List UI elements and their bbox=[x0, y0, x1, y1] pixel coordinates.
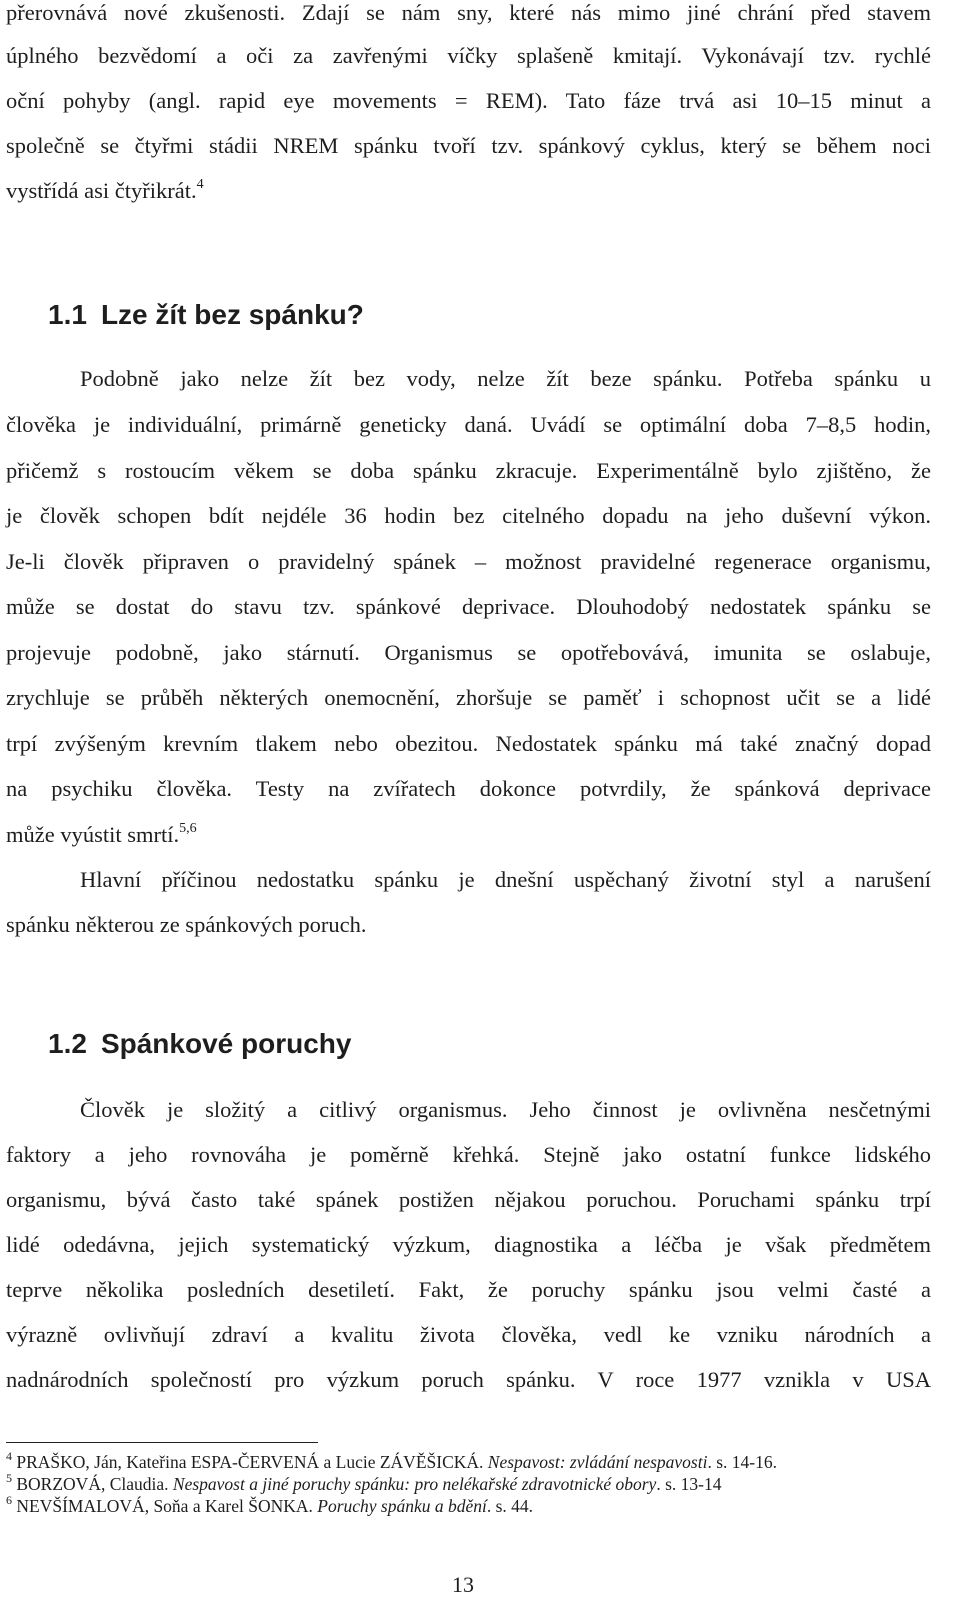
section-heading bbox=[48, 298, 364, 332]
s1-line-3: přičemž s rostoucím věkem se doba spánku zkracuje. Experimentálně bylo zjištěno, že bbox=[6, 458, 931, 483]
footnote-title: Poruchy spánku a bdění bbox=[317, 1496, 487, 1516]
s2-line-6: výrazně ovlivňují zdraví a kvalitu života člověka, vedl ke vzniku národních a bbox=[6, 1322, 931, 1347]
footnote-divider bbox=[6, 1442, 318, 1443]
s2-line-3: organismu, bývá často také spánek postižen nějakou poruchou. Poruchami spánku trpí bbox=[6, 1187, 931, 1212]
footnote-6 bbox=[6, 1495, 533, 1517]
s1-line-7: projevuje podobně, jako stárnutí. Organismus se opotřebovává, imunita se oslabuje, bbox=[6, 640, 931, 665]
intro-line-1: přerovnává nové zkušenosti. Zdají se nám sny, které nás mimo jiné chrání před stavem bbox=[6, 0, 931, 25]
s1-line-5: Je-li člověk připraven o pravidelný spánek – možnost pravidelné regenerace organismu, bbox=[6, 549, 931, 574]
s1-line-9: trpí zvýšeným krevním tlakem nebo obezitou. Nedostatek spánku má také značný dopad bbox=[6, 731, 931, 756]
footnote-number: 4 bbox=[6, 1449, 12, 1464]
s1-p2-line-1: Hlavní příčinou nedostatku spánku je dnešní uspěchaný životní styl a narušení bbox=[80, 867, 931, 892]
footnote-pages: . s. 44. bbox=[486, 1496, 534, 1516]
s2-line-1: Člověk je složitý a citlivý organismus. Jeho činnost je ovlivněna nesčetnými bbox=[80, 1097, 931, 1122]
s2-line-4: lidé odedávna, jejich systematický výzkum, diagnostika a léčba je však předmětem bbox=[6, 1232, 931, 1257]
s1-line-8: zrychluje se průběh některých onemocnění, zhoršuje se paměť i schopnost učit se a lidé bbox=[6, 685, 931, 710]
s1-line-2: člověka je individuální, primárně geneticky daná. Uvádí se optimální doba 7–8,5 hodin, bbox=[6, 412, 931, 437]
footnote-5 bbox=[6, 1473, 721, 1495]
footnote-pages: . s. 14-16. bbox=[707, 1452, 777, 1472]
s2-line-2: faktory a jeho rovnováha je poměrně křehká. Stejně jako ostatní funkce lidského bbox=[6, 1142, 931, 1167]
s1-p2-line-2: spánku některou ze spánkových poruch. bbox=[6, 912, 367, 937]
footnote-ref: 5,6 bbox=[179, 820, 197, 836]
s1-line-10: na psychiku člověka. Testy na zvířatech dokonce potvrdily, že spánková deprivace bbox=[6, 776, 931, 801]
footnote-authors: NEVŠÍMALOVÁ, Soňa a Karel ŠONKA. bbox=[16, 1496, 318, 1516]
section-title: Spánkové poruchy bbox=[100, 1028, 352, 1059]
footnote-authors: PRAŠKO, Ján, Kateřina ESPA-ČERVENÁ a Lucie ZÁVĚŠICKÁ. bbox=[16, 1452, 488, 1472]
footnote-number: 6 bbox=[6, 1493, 12, 1508]
footnote-pages: . s. 13-14 bbox=[656, 1474, 722, 1494]
s1-line-1: Podobně jako nelze žít bez vody, nelze žít beze spánku. Potřeba spánku u bbox=[80, 366, 931, 391]
section-number: 1.2 bbox=[48, 1028, 87, 1059]
section-number: 1.1 bbox=[48, 299, 87, 330]
footnote-authors: BORZOVÁ, Claudia. bbox=[16, 1474, 173, 1494]
intro-line-4: společně se čtyřmi stádii NREM spánku tvoří tzv. spánkový cyklus, který se během noci bbox=[6, 133, 931, 158]
s2-line-7: nadnárodních společností pro výzkum poruch spánku. V roce 1977 vznikla v USA bbox=[6, 1367, 931, 1392]
s1-line-6: může se dostat do stavu tzv. spánkové deprivace. Dlouhodobý nedostatek spánku se bbox=[6, 594, 931, 619]
footnote-4 bbox=[6, 1451, 777, 1473]
footnote-number: 5 bbox=[6, 1471, 12, 1486]
footnote-title: Nespavost a jiné poruchy spánku: pro nelékařské zdravotnické obory bbox=[172, 1474, 657, 1494]
s1-line-11 bbox=[6, 822, 931, 848]
intro-line-2: úplného bezvědomí a oči za zavřenými víčky splašeně kmitají. Vykonávají tzv. rychlé bbox=[6, 43, 931, 68]
footnote-title: Nespavost: zvládání nespavosti bbox=[487, 1452, 708, 1472]
s2-line-5: teprve několika posledních desetiletí. Fakt, že poruchy spánku jsou velmi časté a bbox=[6, 1277, 931, 1302]
intro-line-3: oční pohyby (angl. rapid eye movements = REM). Tato fáze trvá asi 10–15 minut a bbox=[6, 88, 931, 113]
s1-line-11-text: může vyústit smrtí. bbox=[6, 822, 180, 847]
section-title: Lze žít bez spánku? bbox=[100, 299, 364, 330]
intro-line-5-text: vystřídá asi čtyřikrát. bbox=[6, 178, 197, 203]
page-number: 13 bbox=[452, 1572, 474, 1597]
footnote-ref: 4 bbox=[196, 176, 204, 192]
intro-line-5 bbox=[6, 178, 931, 204]
section-heading bbox=[48, 1027, 351, 1061]
s1-line-4: je člověk schopen bdít nejdéle 36 hodin bez citelného dopadu na jeho duševní výkon. bbox=[6, 503, 931, 528]
